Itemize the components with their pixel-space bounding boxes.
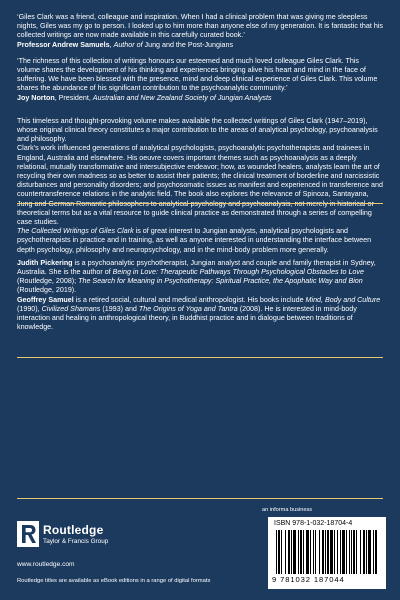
endorsement-1-text: ‘Giles Clark was a friend, colleague and inspiration. When I had a clinical problem that was giving me sleepless nights, Giles was my go to person. I looked up to him more than anyone else of my generation. It is fantastic that his collected writings are now made available in this carefully curated book.’ <box>17 13 383 40</box>
endorsement-1-author: Professor Andrew Samuels <box>17 40 110 49</box>
editor-2-text-b: (1990), <box>17 304 42 313</box>
editor-2-title-3: The Origins of Yoga and Tantra <box>138 304 238 313</box>
editor-2-title-2: Civilized Shamans <box>41 304 101 313</box>
barcode-bars <box>276 530 378 574</box>
endorsement-2-author: Joy Norton <box>17 93 55 102</box>
publisher-logo <box>17 520 147 550</box>
endorsement-1-sep: , <box>109 40 114 49</box>
endorsement-2-attribution <box>17 94 383 103</box>
barcode-digits: 9 781032 187044 <box>272 575 345 584</box>
endorsement-1 <box>17 13 383 50</box>
description-paragraph-1: This timeless and thought-provoking volume makes available the collected writings of Giles Clark (1947–2019), whose original clinical theory constitutes a major contribution to the areas of analytical psychology, psychoanalysis and philosophy. <box>17 116 378 144</box>
editor-1-title-2: The Search for Meaning in Psychotherapy: Spiritual Practice, the Apophatic Way and Bion <box>78 277 363 286</box>
editor-1-text-c: (Routledge, 2019). <box>17 286 77 295</box>
ebook-note: Routledge titles are available as eBook editions in a range of digital formats <box>17 578 211 584</box>
editor-1-text-a: is a psychoanalytic psychotherapist, Jungian analyst and couple and family therapist in Sydney, Australia. She is the author of <box>17 258 376 277</box>
editor-2-title-1: Mind, Body and Culture <box>305 295 381 304</box>
routledge-r-icon <box>17 521 39 547</box>
editor-2-text-c: (1993) and <box>100 304 139 313</box>
endorsement-2-text: ‘The richness of this collection of writings honours our esteemed and much loved colleague Giles Clark. This volume shares the development of his thinking and experiences bringing alive his heart and mind in the face of suffering. We have been blessed with the presence, mind and deep clinical experience of Giles Clark. This volume shares the abundance of his significant contribution to the psychoanalytic community.’ <box>17 56 378 93</box>
editor-2-text-a: is a retired social, cultural and medical anthropologist. His books include <box>73 295 306 304</box>
divider-top <box>17 203 383 204</box>
divider-bottom <box>17 498 383 499</box>
endorsement-2 <box>17 57 383 103</box>
publisher-name: Routledge <box>43 523 104 537</box>
informa-tag: an informa business <box>262 507 313 513</box>
publisher-subtitle: Taylor & Francis Group <box>43 538 109 545</box>
isbn-label: ISBN 978-1-032-18704-4 <box>274 520 353 527</box>
endorsement-2-role: Australian and New Zealand Society of Jungian Analysts <box>92 93 272 102</box>
editor-1-title-1: Being in Love: Therapeutic Pathways Through Psychological Obstacles to Love <box>112 268 364 277</box>
editor-1-text-b: (Routledge, 2008); <box>17 277 79 286</box>
editor-bio-1 <box>17 259 383 296</box>
book-title: The Collected Writings of Giles Clark <box>17 227 134 236</box>
endorsement-2-sep: , President, <box>54 93 93 102</box>
endorsement-1-role-rest: Jung and the Post-Jungians <box>142 40 234 49</box>
editor-bio-2 <box>17 296 383 333</box>
editor-2-text-d: (2008). He is interested in mind-body interaction and healing in anthropological theory, in Buddhist practice and in dialogue between traditions of knowledge. <box>17 304 357 332</box>
cover-text <box>17 13 383 333</box>
divider-middle <box>17 357 383 358</box>
isbn-barcode <box>268 517 386 589</box>
endorsement-1-role: Author of <box>113 40 143 49</box>
publisher-url: www.routledge.com <box>17 561 75 568</box>
editor-1-name: Judith Pickering <box>17 258 73 267</box>
endorsement-1-attribution <box>17 41 383 50</box>
description-paragraph-2: Clark’s work influenced generations of analytical psychologists, psychoanalytic psychotherapists and trainees in England, Australia and elsewhere. His oeuvre covers important themes such as psychoanalysis as a deeply relational, mutually transformative and intersubjective endeavor; how, as wounded healers, analysts learn the art of recycling their own madness so as better to assist their patients; the clinical treatment of borderline and narcissistic disturbances and personality disorders; and psychosomatic issues as manifest and experienced in transference and countertransference relations in the analytic field. The book also explores the relevance of Spinoza, Santayana, theoretical terms but as a vital resource to guide clinical practice as demonstrated through a series of compelling case studies. <box>17 144 383 227</box>
editor-2-name: Geoffrey Samuel <box>17 295 74 304</box>
description-paragraph-3-rest: is of great interest to Jungian analysts, analytical psychologists and psychotherapists in practice and in training, as well as anyone interested in understanding the interface between depth psychology, philosophy and neuropsychology, and in the mind-body problem more generally. <box>17 227 372 254</box>
description-paragraph-3 <box>17 227 383 255</box>
